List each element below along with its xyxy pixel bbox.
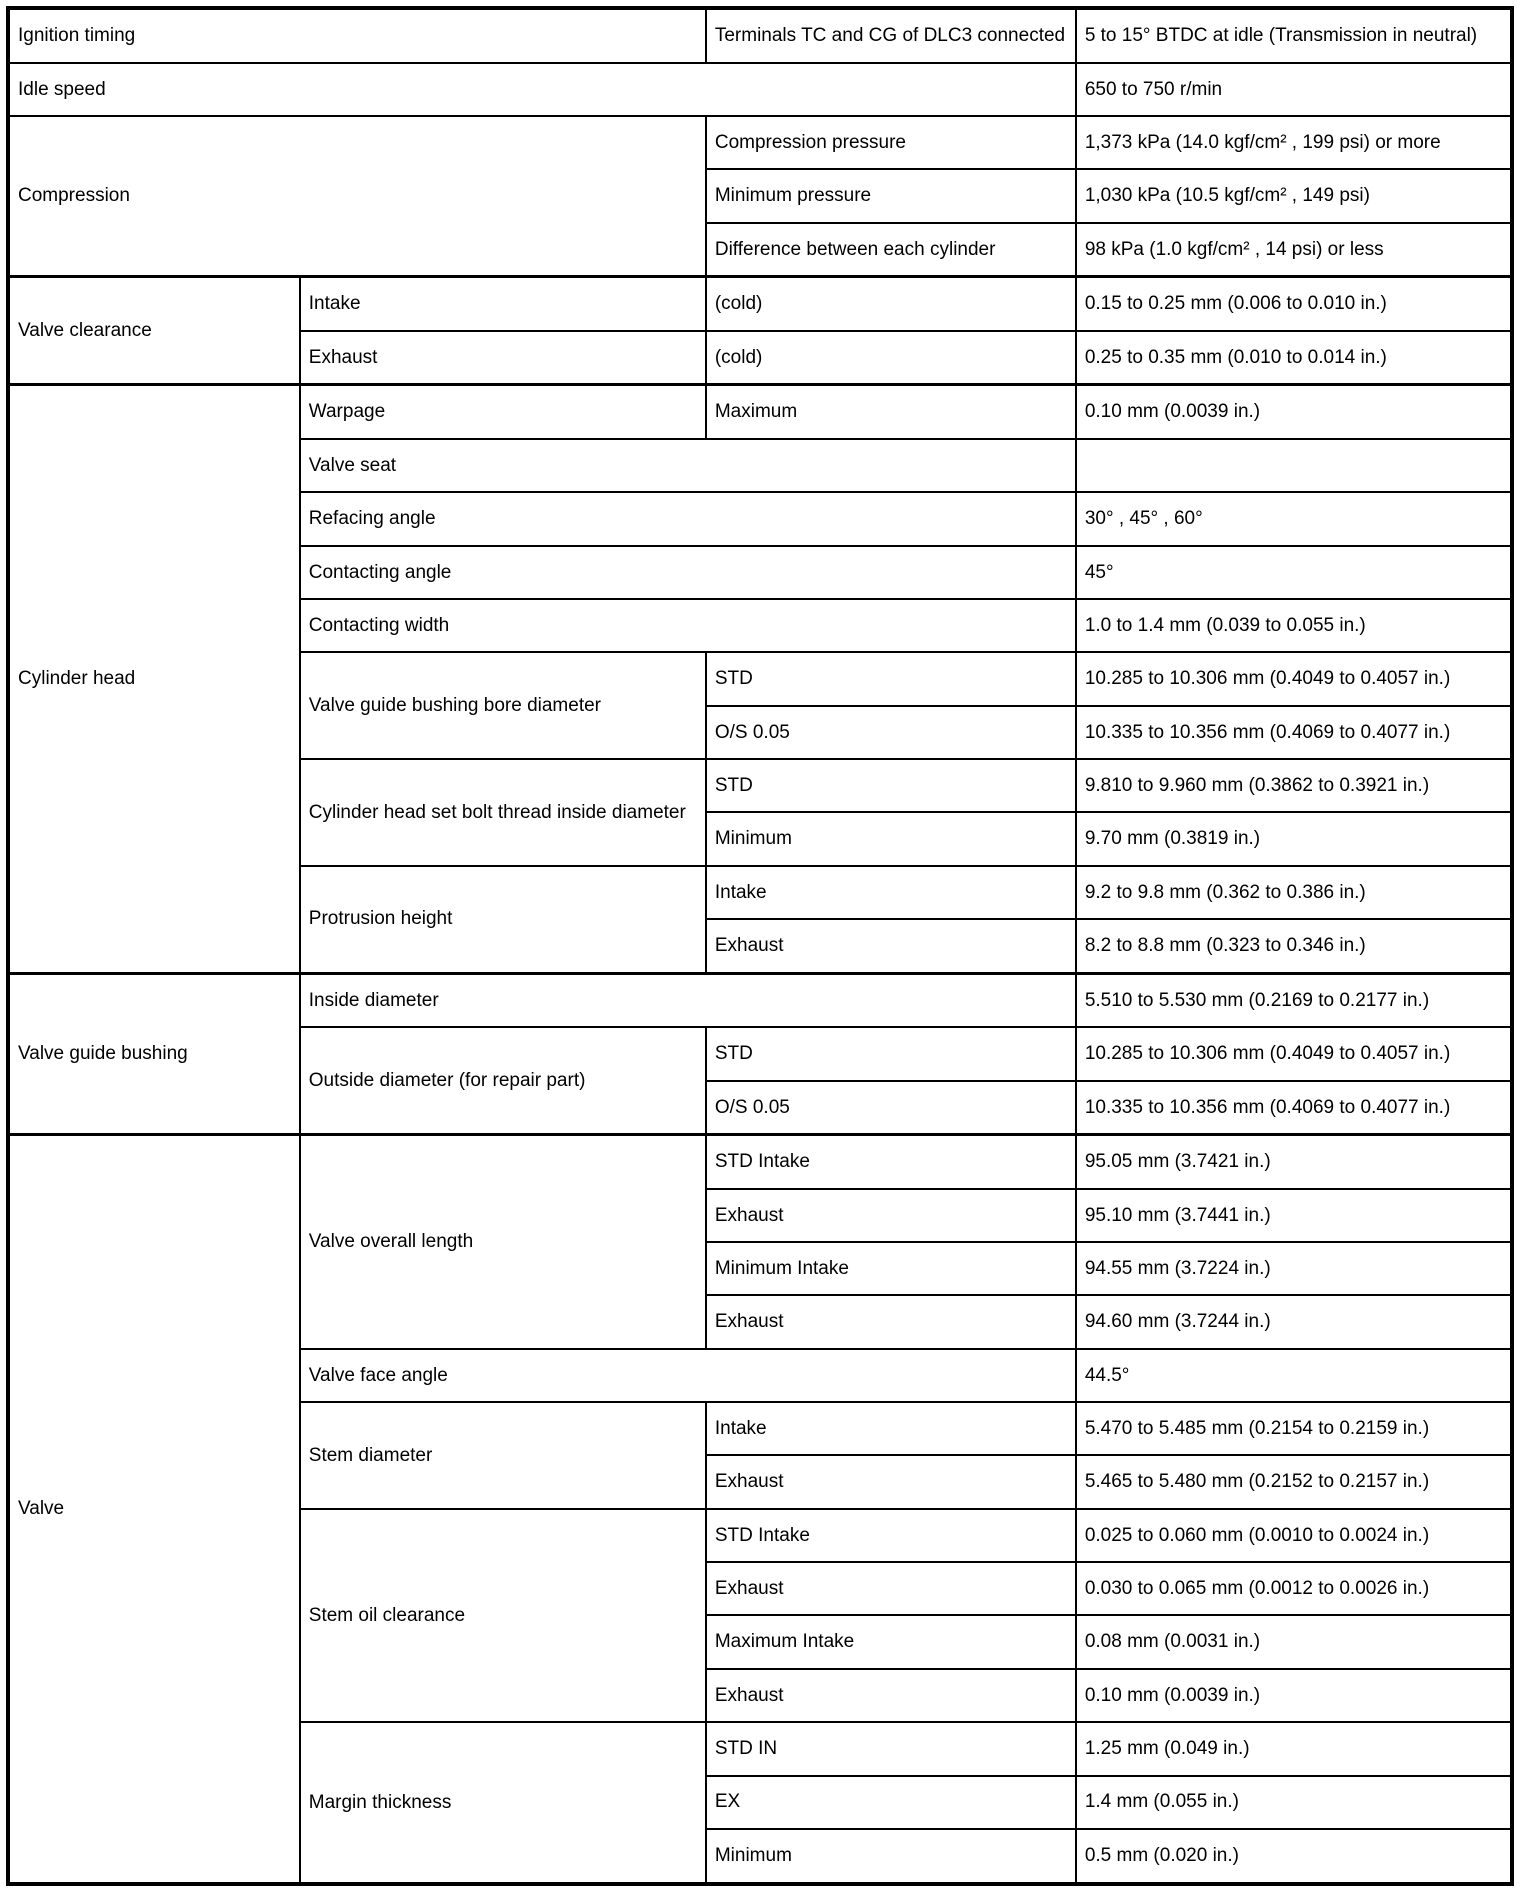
spec-value-cell: 0.5 mm (0.020 in.)	[1076, 1829, 1512, 1884]
spec-value-cell: 5 to 15° BTDC at idle (Transmission in neutral)	[1076, 8, 1512, 63]
spec-condition-cell: Intake	[706, 1402, 1076, 1455]
spec-category-cell: Idle speed	[8, 63, 1076, 116]
spec-condition-cell: O/S 0.05	[706, 1081, 1076, 1135]
spec-value-cell: 94.55 mm (3.7224 in.)	[1076, 1242, 1512, 1295]
spec-condition-cell: STD IN	[706, 1722, 1076, 1775]
spec-item-cell: Protrusion height	[300, 866, 706, 973]
spec-value-cell: 0.10 mm (0.0039 in.)	[1076, 1669, 1512, 1722]
spec-condition-cell: STD Intake	[706, 1135, 1076, 1189]
spec-value-cell: 8.2 to 8.8 mm (0.323 to 0.346 in.)	[1076, 919, 1512, 973]
spec-category-cell: Valve guide bushing	[8, 973, 300, 1134]
table-row	[8, 63, 1512, 116]
spec-condition-cell: Compression pressure	[706, 116, 1076, 169]
spec-value-cell: 30° , 45° , 60°	[1076, 492, 1512, 545]
spec-item-cell: Stem oil clearance	[300, 1509, 706, 1722]
spec-value-cell: 98 kPa (1.0 kgf/cm² , 14 psi) or less	[1076, 223, 1512, 277]
table-row	[8, 1135, 1512, 1189]
spec-item-cell: Valve guide bushing bore diameter	[300, 652, 706, 759]
spec-condition-cell: STD Intake	[706, 1509, 1076, 1562]
spec-value-cell: 5.510 to 5.530 mm (0.2169 to 0.2177 in.)	[1076, 973, 1512, 1027]
spec-condition-cell: STD	[706, 1027, 1076, 1080]
spec-value-cell: 9.70 mm (0.3819 in.)	[1076, 812, 1512, 865]
spec-item-cell: Intake	[300, 277, 706, 331]
spec-value-cell: 45°	[1076, 546, 1512, 599]
spec-category-cell: Compression	[8, 116, 706, 277]
spec-item-cell: Outside diameter (for repair part)	[300, 1027, 706, 1134]
spec-value-cell: 95.05 mm (3.7421 in.)	[1076, 1135, 1512, 1189]
spec-value-cell: 0.10 mm (0.0039 in.)	[1076, 385, 1512, 439]
spec-category-cell: Valve clearance	[8, 277, 300, 385]
spec-condition-cell: Exhaust	[706, 1189, 1076, 1242]
spec-item-cell: Stem diameter	[300, 1402, 706, 1509]
spec-value-cell: 10.285 to 10.306 mm (0.4049 to 0.4057 in.)	[1076, 652, 1512, 705]
spec-value-cell: 650 to 750 r/min	[1076, 63, 1512, 116]
spec-condition-cell: Minimum	[706, 812, 1076, 865]
spec-value-cell: 1,030 kPa (10.5 kgf/cm² , 149 psi)	[1076, 169, 1512, 222]
spec-condition-cell: Exhaust	[706, 1455, 1076, 1508]
spec-value-cell: 0.025 to 0.060 mm (0.0010 to 0.0024 in.)	[1076, 1509, 1512, 1562]
spec-condition-cell: O/S 0.05	[706, 706, 1076, 759]
spec-condition-cell: Maximum Intake	[706, 1615, 1076, 1668]
spec-condition-cell: Terminals TC and CG of DLC3 connected	[706, 8, 1076, 63]
spec-value-cell: 1,373 kPa (14.0 kgf/cm² , 199 psi) or more	[1076, 116, 1512, 169]
spec-condition-cell: Intake	[706, 866, 1076, 919]
spec-value-cell: 1.4 mm (0.055 in.)	[1076, 1776, 1512, 1829]
spec-value-cell: 9.810 to 9.960 mm (0.3862 to 0.3921 in.)	[1076, 759, 1512, 812]
spec-value-cell: 5.465 to 5.480 mm (0.2152 to 0.2157 in.)	[1076, 1455, 1512, 1508]
spec-condition-cell: Difference between each cylinder	[706, 223, 1076, 277]
spec-value-cell: 1.0 to 1.4 mm (0.039 to 0.055 in.)	[1076, 599, 1512, 652]
table-row	[8, 116, 1512, 169]
spec-value-cell	[1076, 439, 1512, 492]
table-row	[8, 277, 1512, 331]
spec-condition-cell: Exhaust	[706, 1295, 1076, 1348]
spec-condition-cell: STD	[706, 759, 1076, 812]
table-row	[8, 8, 1512, 63]
spec-item-cell: Contacting width	[300, 599, 1076, 652]
spec-item-cell: Valve face angle	[300, 1349, 1076, 1402]
spec-item-cell: Refacing angle	[300, 492, 1076, 545]
spec-value-cell: 0.030 to 0.065 mm (0.0012 to 0.0026 in.)	[1076, 1562, 1512, 1615]
spec-value-cell: 0.08 mm (0.0031 in.)	[1076, 1615, 1512, 1668]
spec-item-cell: Cylinder head set bolt thread inside diameter	[300, 759, 706, 866]
spec-category-cell: Valve	[8, 1135, 300, 1884]
spec-condition-cell: (cold)	[706, 277, 1076, 331]
spec-value-cell: 44.5°	[1076, 1349, 1512, 1402]
spec-value-cell: 0.25 to 0.35 mm (0.010 to 0.014 in.)	[1076, 331, 1512, 385]
spec-item-cell: Margin thickness	[300, 1722, 706, 1884]
spec-condition-cell: Exhaust	[706, 1562, 1076, 1615]
spec-value-cell: 0.15 to 0.25 mm (0.006 to 0.010 in.)	[1076, 277, 1512, 331]
table-row	[8, 973, 1512, 1027]
spec-item-cell: Valve overall length	[300, 1135, 706, 1349]
spec-item-cell: Warpage	[300, 385, 706, 439]
spec-category-cell: Ignition timing	[8, 8, 706, 63]
spec-item-cell: Valve seat	[300, 439, 1076, 492]
spec-value-cell: 94.60 mm (3.7244 in.)	[1076, 1295, 1512, 1348]
spec-value-cell: 1.25 mm (0.049 in.)	[1076, 1722, 1512, 1775]
spec-item-cell: Contacting angle	[300, 546, 1076, 599]
spec-condition-cell: (cold)	[706, 331, 1076, 385]
spec-condition-cell: Minimum	[706, 1829, 1076, 1884]
spec-condition-cell: Minimum Intake	[706, 1242, 1076, 1295]
spec-condition-cell: Exhaust	[706, 919, 1076, 973]
spec-value-cell: 95.10 mm (3.7441 in.)	[1076, 1189, 1512, 1242]
spec-item-cell: Exhaust	[300, 331, 706, 385]
spec-category-cell: Cylinder head	[8, 385, 300, 973]
spec-value-cell: 10.335 to 10.356 mm (0.4069 to 0.4077 in.)	[1076, 706, 1512, 759]
spec-item-cell: Inside diameter	[300, 973, 1076, 1027]
spec-value-cell: 10.335 to 10.356 mm (0.4069 to 0.4077 in.)	[1076, 1081, 1512, 1135]
spec-condition-cell: STD	[706, 652, 1076, 705]
spec-condition-cell: Exhaust	[706, 1669, 1076, 1722]
spec-value-cell: 5.470 to 5.485 mm (0.2154 to 0.2159 in.)	[1076, 1402, 1512, 1455]
table-row	[8, 385, 1512, 439]
spec-condition-cell: Minimum pressure	[706, 169, 1076, 222]
spec-condition-cell: EX	[706, 1776, 1076, 1829]
spec-value-cell: 9.2 to 9.8 mm (0.362 to 0.386 in.)	[1076, 866, 1512, 919]
spec-value-cell: 10.285 to 10.306 mm (0.4049 to 0.4057 in.)	[1076, 1027, 1512, 1080]
spec-condition-cell: Maximum	[706, 385, 1076, 439]
engine-specs-table	[6, 6, 1514, 1886]
